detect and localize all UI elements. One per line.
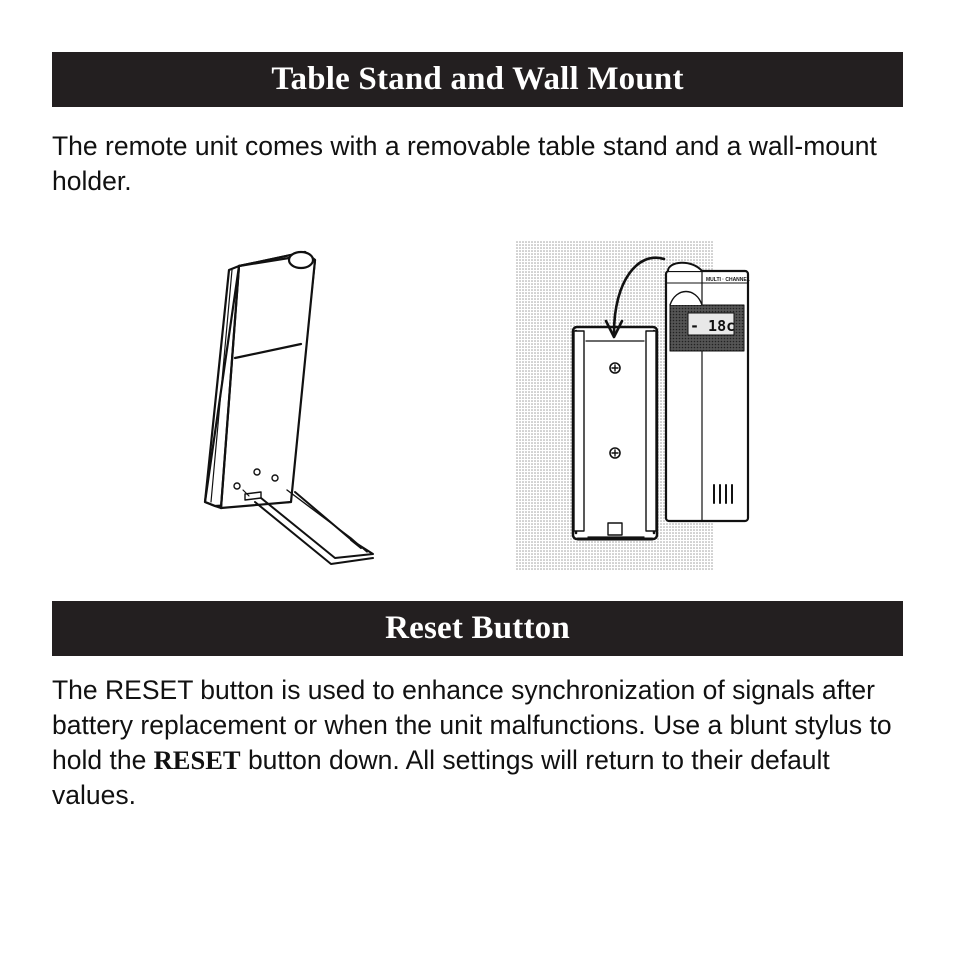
device-brand-label: MULTI · CHANNEL <box>706 277 750 283</box>
section-header-reset-button <box>52 601 903 656</box>
section-title: Reset Button <box>385 610 570 646</box>
intro-paragraph: The remote unit comes with a removable table stand and a wall-mount holder. <box>52 131 877 196</box>
reset-text-end: button down. All settings will return to their default values. <box>52 745 830 810</box>
lcd-temperature: - 18c <box>690 317 736 335</box>
reset-paragraph <box>52 673 904 813</box>
wall-mount-illustration <box>516 241 752 571</box>
section-header-table-stand <box>52 52 903 107</box>
reset-text-start: The RESET button is used to enhance synchronization of signals after battery replacement or when the unit malfunctions. Use a blunt stylus to hold the <box>52 675 892 775</box>
table-stand-illustration <box>195 240 385 570</box>
reset-keyword: RESET <box>153 745 241 775</box>
section-title: Table Stand and Wall Mount <box>271 61 684 97</box>
